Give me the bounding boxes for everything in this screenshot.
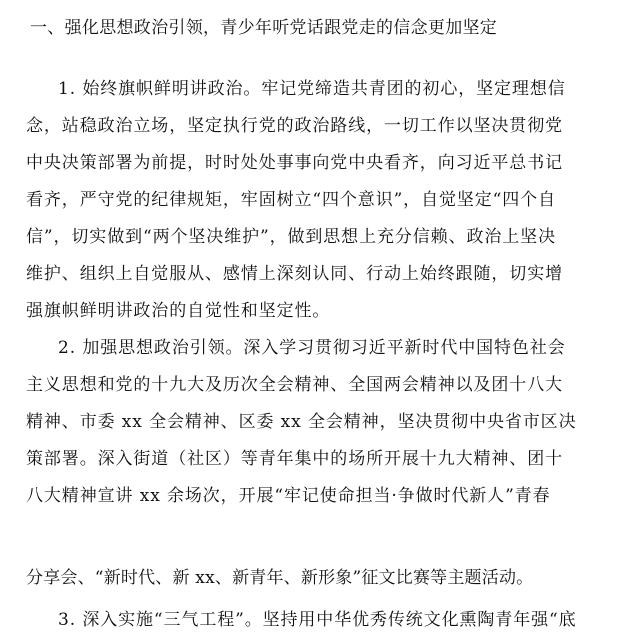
paragraph-line: 信”，切实做到“两个坚决维护”，做到思想上充分信赖、政治上坚决 <box>26 227 556 247</box>
paragraph-line: 精神、市委 xx 全会精神、区委 xx 全会精神，坚决贯彻中央省市区决 <box>26 412 577 432</box>
paragraph-line: 1. 始终旗帜鲜明讲政治。牢记党缔造共青团的初心，坚定理想信 <box>58 79 566 99</box>
paragraph-line: 主义思想和党的十九大及历次全会精神、全国两会精神以及团十八大 <box>26 375 563 395</box>
section-heading: 一、强化思想政治引领，青少年听党话跟党走的信念更加坚定 <box>30 18 498 38</box>
paragraph-line: 看齐，严守党的纪律规矩，牢固树立“四个意识”，自觉坚定“四个自 <box>26 190 556 210</box>
paragraph-line: 八大精神宣讲 xx 余场次，开展“牢记使命担当·争做时代新人”青春 <box>26 486 551 506</box>
paragraph-line: 维护、组织上自觉服从、感情上深刻认同、行动上始终跟随，切实增 <box>26 264 563 284</box>
paragraph-line: 策部署。深入街道（社区）等青年集中的场所开展十九大精神、团十 <box>26 449 563 469</box>
paragraph-line: 分享会、“新时代、新 xx、新青年、新形象”征文比赛等主题活动。 <box>26 568 534 588</box>
paragraph-line: 2. 加强思想政治引领。深入学习贯彻习近平新时代中国特色社会 <box>58 338 566 358</box>
paragraph-line: 中央决策部署为前提，时时处处事事向党中央看齐，向习近平总书记 <box>26 153 563 173</box>
paragraph-line: 强旗帜鲜明讲政治的自觉性和坚定性。 <box>26 301 331 321</box>
paragraph-line: 念，站稳政治立场，坚定执行党的政治路线，一切工作以坚决贯彻党 <box>26 116 563 136</box>
paragraph-line: 3. 深入实施“三气工程”。坚持用中华优秀传统文化熏陶青年强“底 <box>58 610 577 630</box>
